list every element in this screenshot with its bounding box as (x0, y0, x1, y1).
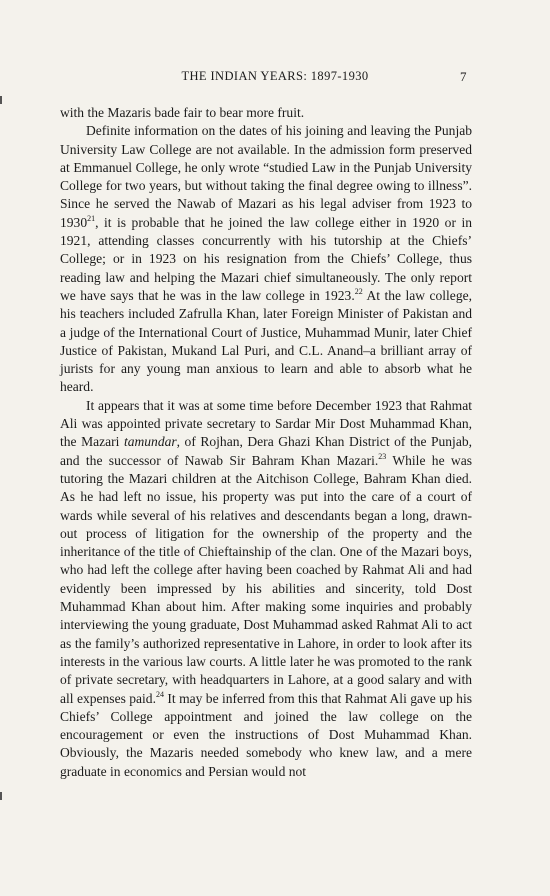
text-run: , of Rojhan, Dera Ghazi Khan District of the Punjab, and the successor of Nawab Sir Bahram Khan Mazari. (60, 434, 472, 468)
body-text (60, 104, 472, 781)
scan-edge-mark (0, 96, 2, 104)
footnote-ref: 23 (378, 451, 387, 461)
text-run: At the law college, his teachers included Zafrulla Khan, later Foreign Minister of Pakistan and a judge of the International Court of Justice, Muhammad Munir, later Chief Justice of Pakistan, Mukand Lal Puri, and C.L. Anand–a brilliant array of jurists for any young man anxious to learn and able to absorb what he heard. (60, 287, 472, 395)
scan-edge-mark (0, 792, 2, 800)
footnote-ref: 22 (354, 286, 363, 296)
text-run: It appears that it was at some time before December 1923 that Rahmat Ali was appointed private secretary to Sardar Mir Dost Muhammad Khan, the Mazari (60, 397, 472, 450)
text-run: Definite information on the dates of his joining and leaving the Punjab University Law College are not available. In the admission form preserved at Emmanuel College, he only wrote “studied Law in the Punjab University College for two years, but without taking the final degree owing to illness”. Since he served the Nawab of Mazari as his legal adviser from 1923 to 1930 (60, 123, 472, 230)
italic-term: tamundar (123, 434, 177, 450)
paragraph-law-college (60, 122, 472, 396)
page-number: 7 (460, 69, 467, 84)
page-header (0, 69, 550, 89)
text-run: While he was tutoring the Mazari children at the Aitchison College, Bahram Khan died. As he had left no issue, his property was put into the care of a court of wards while several of his relatives and descendants began a long, drawn-out process of litigation for the ownership of the property and the inheritance of the title of Chieftainship of the clan. One of the Mazari boys, who had left the college after having been coached by Rahmat Ali and had evidently been impressed by his abilities and sincerity, told Dost Muhammad Khan about him. After making some inquiries and probably interviewing the young graduate, Dost Muhammad asked Rahmat Ali to act as the family’s authorized representative in Lahore, in order to look after its interests in the various law courts. A little later he was promoted to the rank of private secretary, with headquarters in Lahore, at a good salary and with all expenses paid. (60, 452, 473, 706)
text-run: , it is probable that he joined the law college either in 1920 or in 1921, attending classes concurrently with his tutorship at the Chiefs’ College; or in 1923 on his resignation from the Chiefs’ College, thus reading law and helping the Mazari chief simultaneously. The only report we have says that he was in the law college in 1923. (60, 214, 472, 303)
paragraph-private-secretary (60, 397, 472, 781)
running-head: THE INDIAN YEARS: 1897-1930 (181, 69, 369, 83)
text-run: It may be inferred from this that Rahmat Ali gave up his Chiefs’ College appointment and joined the law college on the encouragement or even the instructions of Dost Muhammad Khan. Obviously, the Mazaris needed somebody who knew law, and a mere graduate in economics and Persian would not (60, 690, 472, 779)
paragraph-continuation: with the Mazaris bade fair to bear more fruit. (60, 105, 305, 120)
footnote-ref: 21 (87, 213, 96, 223)
footnote-ref: 24 (155, 689, 164, 699)
